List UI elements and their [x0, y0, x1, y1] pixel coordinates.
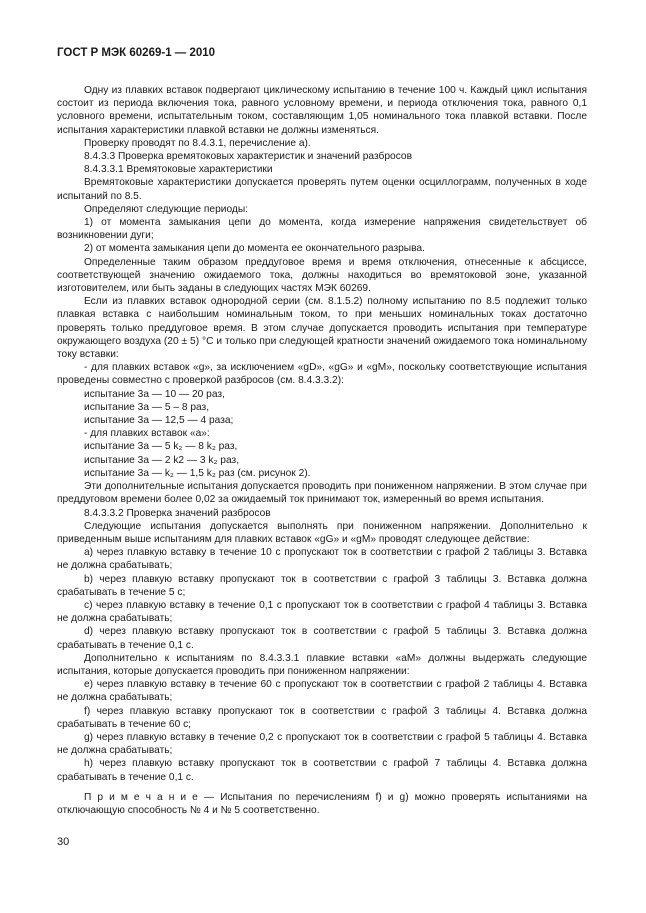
paragraph: Определяют следующие периоды: — [84, 203, 248, 215]
list-item: с) через плавкую вставку в течение 0,1 с пропускают ток в соответствии с графой 4 таблицы 3. Вставка не должна срабатывать; — [57, 599, 587, 625]
list-item: 2) от момента замыкания цепи до момента ее окончательного разрыва. — [84, 243, 425, 255]
list-item: е) через плавкую вставку в течение 60 с пропускают ток в соответствии с графой 2 таблицы 4. Вставка не должна срабатывать; — [57, 679, 587, 704]
list-item: - для плавких вставок «a»: — [84, 428, 210, 440]
paragraph: Если из плавких вставок однородной серии (см. 8.1.5.2) полному испытанию по 8.5 подлежит только плавкая вставка с наибольшим номинальным током, то при меньших номинальных токах достаточно проверять только преддуговое время. В этом случае допускается проводить испытания при температуре окружающего воздуха (20 ± 5) °С и только при следующей кратности значений ожидаемого тока номинальному току вставки: — [57, 296, 587, 361]
list-item: g) через плавкую вставку в течение 0,2 с пропускают ток в соответствии с графой 5 таблицы 4. Вставка не должна срабатывать; — [57, 731, 587, 757]
section-heading: 8.4.3.3.2 Проверка значений разбросов — [84, 507, 271, 519]
paragraph: Времятоковые характеристики допускается проверять путем оценки осциллограмм, полученных в ходе испытаний по 8.5. — [57, 177, 587, 202]
list-item: 1) от момента замыкания цепи до момента, когда измерение напряжения свидетельствует об возникновении дуги; — [57, 217, 587, 242]
list-item: h) через плавкую вставку пропускают ток в соответствии с графой 7 таблицы 4. Вставка должна срабатывать в течение 0,1 с. — [57, 758, 587, 783]
list-item: b) через плавкую вставку пропускают ток в соответствии с графой 3 таблицы 3. Вставка должна срабатывать в течение 5 с; — [57, 573, 587, 598]
list-item: испытание 3a — 10 — 20 раз, — [84, 388, 225, 400]
paragraph: - для плавких вставок «g», за исключением «gD», «gG» и «gM», поскольку соответствующие испытания проведены совместно с проверкой разбросов (см. 8.4.3.3.2): — [57, 362, 587, 387]
paragraph: Эти дополнительные испытания допускается проводить при пониженном напряжении. В этом случае при преддуговом времени более 0,02 за ожидаемый ток принимают ток, измеренный во время испытания. — [57, 481, 587, 506]
paragraph: Следующие испытания допускается выполнять при пониженном напряжении. Дополнительно к приведенным выше испытаниям для плавких вставок «gG» и «gM» проводят следующее действие: — [57, 520, 587, 545]
list-item: испытание 3a — 2 k2 — 3 k₂ раз, — [84, 454, 240, 466]
paragraph: Проверку проводят по 8.4.3.1, перечисление а). — [84, 137, 311, 149]
note: П р и м е ч а н и е — Испытания по перечислениям f) и g) можно проверять испытаниями на отключающую способность № 4 и № 5 соответственно. — [57, 791, 587, 816]
list-item: испытание 3a — 12,5 — 4 раза; — [84, 415, 234, 427]
list-item: испытание 3a — 5 – 8 раз, — [84, 401, 210, 413]
list-item: а) через плавкую вставку в течение 10 с пропускают ток в соответствии с графой 2 таблицы 3. Вставка не должна срабатывать; — [57, 547, 587, 572]
paragraph: Определенные таким образом преддуговое время и время отключения, отнесенные к абсциссе, соответствующей значению ожидаемого тока, должны находиться во времятоковой зоне, указанной изготовителем, или быть заданы в следующих частях МЭК 60269. — [57, 256, 587, 295]
list-item: испытание 3a — 5 k₂ — 8 k₂ раз, — [84, 441, 238, 453]
list-item: d) через плавкую вставку пропускают ток в соответствии с графой 5 таблицы 3. Вставка должна срабатывать в течение 0,1 с. — [57, 626, 587, 651]
paragraph: Дополнительно к испытаниям по 8.4.3.3.1 плавкие вставки «aM» должны выдержать следующие испытания, которые допускается проводить при пониженном напряжении: — [57, 652, 587, 677]
section-heading: 8.4.3.3.1 Времятоковые характеристики — [84, 164, 273, 176]
document-header: ГОСТ Р МЭК 60269-1 — 2010 — [57, 47, 216, 59]
list-item: испытание 3a — k₂ — 1,5 k₂ раз (см. рисунок 2). — [84, 467, 311, 479]
list-item: f) через плавкую вставку пропускают ток в соответствии с графой 3 таблицы 4. Вставка должна срабатывать в течение 60 с; — [57, 705, 587, 730]
page-number: 30 — [57, 836, 70, 848]
paragraph: Одну из плавких вставок подвергают циклическому испытанию в течение 100 ч. Каждый цикл испытания состоит из периода включения тока, равного условному времени, и периода отключения тока, равного 0,1 условного времени, испытательным током, составляющим 1,05 номинального тока плавкой вставки. После испытания характеристики плавкой вставки не должны изменяться. — [57, 85, 587, 136]
section-heading: 8.4.3.3 Проверка времятоковых характеристик и значений разбросов — [84, 151, 412, 163]
body-text — [57, 84, 587, 817]
